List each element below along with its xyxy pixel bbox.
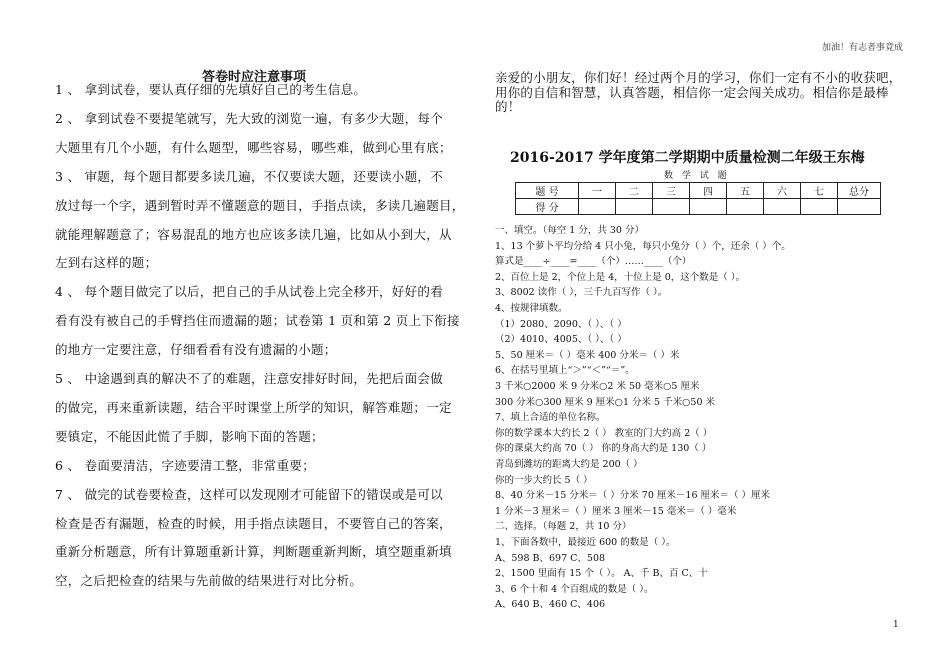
score-cell: 得 分 — [516, 199, 579, 215]
question-line: 5、50 厘米＝（ ）毫米 400 分米＝（ ）米 — [495, 349, 680, 361]
header-note: 加油！有志者事竟成 — [822, 43, 904, 53]
notice-line: 5 、 中途遇到真的解决不了的难题，注意安排好时间，先把后面会做 — [55, 371, 444, 386]
question-line: （1）2080、2090、（ ）、（ ） — [495, 318, 627, 330]
intro-line: 用你的自信和智慧，认真答题，相信你一定会闯关成功。相信你是最棒 — [495, 84, 889, 100]
question-line: 你的课桌大约高 70（ ） 你的身高大约是 130（ ） — [495, 443, 712, 455]
notice-title: 答卷时应注意事项 — [202, 70, 307, 85]
question-line: 8、40 分米－15 分米＝（ ）分米 70 厘米－16 厘米＝（ ）厘米 — [495, 490, 771, 502]
question-line: （2）4010、4005、（ ）、（ ） — [495, 334, 627, 346]
score-input-cell[interactable] — [579, 199, 616, 215]
question-line: 1、下面各数中，最接近 600 的数是（ ）。 — [495, 537, 676, 548]
score-table-score-row — [516, 199, 881, 215]
question-line: 一、填空。（每空 1 分，共 30 分） — [495, 225, 644, 236]
score-table — [515, 182, 881, 215]
question-line: 你的数学课本大约长 2（ ） 教室的门大约高 2（ ） — [495, 427, 713, 439]
question-line: 二、选择。（每题 2，共 10 分） — [495, 521, 632, 533]
question-line: 300 分米○300 厘米 9 厘米○1 分米 5 千米○50 米 — [495, 396, 716, 408]
question-line: 青岛到潍坊的距离大约是 200（ ） — [495, 459, 643, 470]
notice-line: 2 、 拿到试卷不要提笔就写，先大致的浏览一遍，有多少大题，每个 — [55, 110, 444, 126]
score-cell: 四 — [690, 183, 727, 199]
question-line: 7、填上合适的单位名称。 — [495, 412, 606, 424]
intro-line: 亲爱的小朋友，你们好！经过两个月的学习，你们一定有不小的收获吧， — [495, 70, 902, 85]
notice-line: 4 、 每个题目做完了以后，把自己的手从试卷上完全移开，好好的看 — [55, 284, 444, 300]
score-cell: 七 — [801, 183, 838, 199]
notice-line: 放过每一个字，遇到暂时弄不懂题意的题目，手指点读，多读几遍题目， — [55, 197, 465, 213]
notice-line: 左到右这样的题； — [55, 255, 158, 271]
notice-line: 要镇定，不能因此慌了手脚，影响下面的答题； — [55, 428, 324, 444]
score-cell: 六 — [764, 183, 801, 199]
notice-line: 空，之后把检查的结果与先前做的结果进行对比分析。 — [55, 573, 363, 589]
question-line: 4、按规律填数。 — [495, 303, 568, 314]
question-line: 3、6 个十和 4 个百组成的数是（ ）。 — [495, 583, 654, 595]
score-input-cell[interactable] — [764, 199, 801, 215]
exam-title: 2016-2017 学年度第二学期期中质量检测二年级王东梅 — [510, 150, 865, 166]
score-input-cell[interactable] — [690, 199, 727, 215]
score-input-cell[interactable] — [838, 199, 881, 215]
question-line: A、640 B、460 C、406 — [495, 599, 606, 611]
notice-line: 看有没有被自己的手臂挡住而遗漏的题；试卷第 1 页和第 2 页上下衔接 — [55, 313, 460, 329]
intro-line: 的！ — [495, 99, 521, 114]
score-cell: 二 — [616, 183, 653, 199]
exam-subtitle: 数 学 试 题 — [664, 171, 730, 181]
score-cell: 题 号 — [516, 183, 579, 199]
score-cell: 五 — [727, 183, 764, 199]
question-line: 1、13 个萝卜平均分给 4 只小兔，每只小兔分（ ）个，还余（ ）个。 — [495, 240, 791, 252]
score-input-cell[interactable] — [616, 199, 653, 215]
question-line: 3 千米○2000 米 9 分米○2 米 50 毫米○5 厘米 — [495, 381, 700, 392]
notice-line: 大题里有几个小题，有什么题型，哪些容易，哪些难，做到心里有底； — [55, 139, 452, 155]
score-input-cell[interactable] — [801, 199, 838, 215]
notice-line: 检查是否有漏题，检查的时候，用手指点读题目，不要管自己的答案， — [55, 515, 452, 531]
notice-line: 6 、 卷面要清洁，字迹要清工整，非常重要； — [55, 457, 316, 473]
score-cell: 三 — [653, 183, 690, 199]
notice-line: 1 、 拿到试卷，要认真仔细的先填好自己的考生信息。 — [55, 82, 367, 97]
question-line: 1 分米－3 厘米＝（ ）厘米 3 厘米－15 毫米＝（ ）毫米 — [495, 505, 737, 517]
notice-line: 就能理解题意了；容易混乱的地方也应该多读几遍，比如从小到大，从 — [55, 226, 452, 242]
score-cell: 一 — [579, 183, 616, 199]
notice-line: 3 、 审题，每个题目都要多读几遍，不仅要读大题，还要读小题，不 — [55, 168, 444, 184]
question-line: 算式是____÷____=____（个）……____（个） — [495, 256, 692, 268]
score-input-cell[interactable] — [653, 199, 690, 215]
page-number: 1 — [893, 620, 899, 630]
score-input-cell[interactable] — [727, 199, 764, 215]
score-table-header-row — [516, 183, 881, 199]
score-cell: 总分 — [838, 183, 881, 199]
question-line: 你的一步大约长 5（ ） — [495, 474, 593, 486]
notice-line: 7 、 做完的试卷要检查，这样可以发现刚才可能留下的错误或是可以 — [55, 486, 444, 502]
question-line: 3、8002 读作（ ），三千九百写作（ ）。 — [495, 287, 668, 299]
question-line: 6、在括号里填上“＞”“＜”“＝”。 — [495, 365, 635, 377]
question-line: 2、1500 里面有 15 个（ ）。 A、千 B、百 C、十 — [495, 568, 708, 580]
notice-line: 的做完，再来重新读题，结合平时课堂上所学的知识，解答难题；一定 — [55, 399, 452, 415]
question-line: A、598 B、697 C、508 — [495, 552, 606, 564]
notice-line: 的地方一定要注意，仔细看看有没有遗漏的小题； — [55, 342, 337, 358]
question-line: 2、百位上是 2，个位上是 4，十位上是 0，这个数是（ ）。 — [495, 271, 746, 283]
notice-line: 重新分析题意，所有计算题重新计算，判断题重新判断，填空题重新填 — [55, 544, 452, 560]
